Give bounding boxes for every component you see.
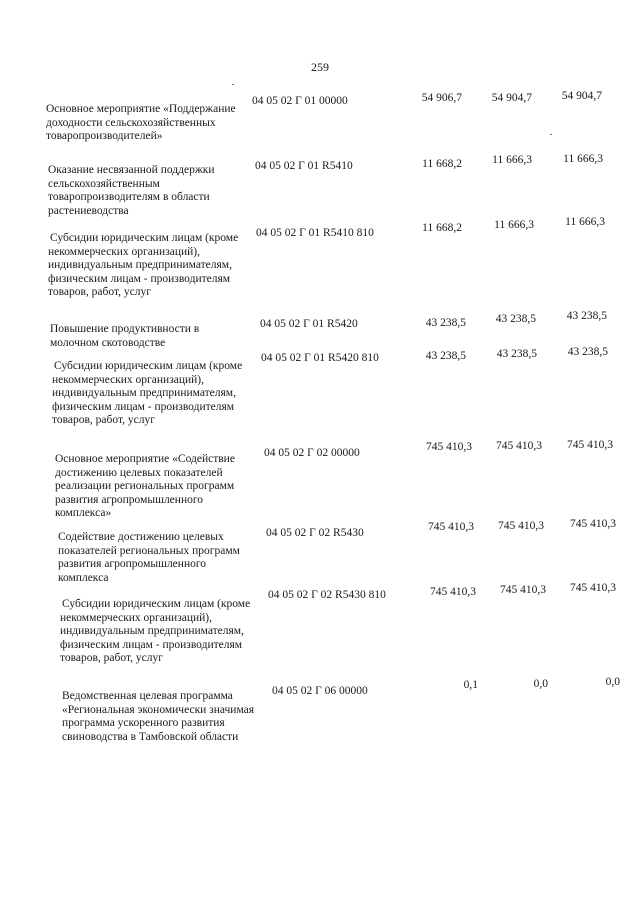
row-value-1: 745 410,3 <box>426 441 472 453</box>
row-value-3: 0,0 <box>605 676 620 688</box>
row-name: Субсидии юридическим лицам (кроме некоммерческих организаций), индивидуальным предпринимателям, физическим лицам - производителям товаров, работ, услуг <box>48 232 239 299</box>
row-code: 04 05 02 Г 02 R5430 810 <box>268 589 386 601</box>
row-code: 04 05 02 Г 02 00000 <box>264 447 360 459</box>
row-name: Ведомственная целевая программа «Региональная экономически значимая программа ускоренного развития свиноводства в Тамбовской области <box>62 690 255 743</box>
row-code: 04 05 02 Г 01 R5420 <box>260 318 358 330</box>
row-code: 04 05 02 Г 01 R5410 <box>255 160 353 172</box>
scan-speck <box>550 134 552 135</box>
row-value-2: 54 904,7 <box>491 92 532 104</box>
row-name: Субсидии юридическим лицам (кроме некоммерческих организаций), индивидуальным предпринимателям, физическим лицам - производителям товаров, работ, услуг <box>60 598 251 665</box>
page-number: 259 <box>311 60 329 74</box>
row-value-1: 54 906,7 <box>421 92 462 104</box>
row-name: Повышение продуктивности в молочном скотоводстве <box>50 323 200 349</box>
row-value-3: 11 666,3 <box>565 216 605 228</box>
row-value-2: 0,0 <box>533 678 548 690</box>
row-code: 04 05 02 Г 06 00000 <box>272 685 368 697</box>
row-value-2: 11 666,3 <box>494 219 534 231</box>
row-value-3: 11 666,3 <box>563 153 603 165</box>
row-value-1: 745 410,3 <box>430 586 476 598</box>
row-code: 04 05 02 Г 01 R5420 810 <box>261 352 379 364</box>
row-value-1: 43 238,5 <box>425 317 466 329</box>
row-value-2: 745 410,3 <box>496 440 542 452</box>
row-value-2: 43 238,5 <box>495 313 536 325</box>
row-value-3: 43 238,5 <box>566 310 607 322</box>
row-name: Субсидии юридическим лицам (кроме некоммерческих организаций), индивидуальным предпринимателям, физическим лицам - производителям товаров, работ, услуг <box>52 360 243 427</box>
row-code: 04 05 02 Г 01 00000 <box>252 95 348 107</box>
row-value-1: 745 410,3 <box>428 521 474 533</box>
row-value-3: 43 238,5 <box>567 346 608 358</box>
row-code: 04 05 02 Г 02 R5430 <box>266 527 364 539</box>
row-name: Основное мероприятие «Содействие достижению целевых показателей реализации региональных программ развития агропромышленного комплекса» <box>55 453 235 520</box>
row-value-2: 745 410,3 <box>500 584 546 596</box>
row-value-3: 745 410,3 <box>567 439 613 451</box>
row-value-2: 43 238,5 <box>496 348 537 360</box>
row-name: Оказание несвязанной поддержки сельскохозяйственным товаропроизводителям в области растениеводства <box>48 164 215 217</box>
row-value-3: 54 904,7 <box>561 90 602 102</box>
row-value-1: 43 238,5 <box>425 350 466 362</box>
row-name: Основное мероприятие «Поддержание доходности сельскохозяйственных товаропроизводителей» <box>46 103 236 143</box>
row-code: 04 05 02 Г 01 R5410 810 <box>256 227 374 239</box>
row-value-3: 745 410,3 <box>570 518 616 530</box>
row-value-2: 11 666,3 <box>492 154 532 166</box>
row-value-1: 0,1 <box>463 679 478 691</box>
row-value-3: 745 410,3 <box>570 582 616 594</box>
row-value-2: 745 410,3 <box>498 520 544 532</box>
row-name: Содействие достижению целевых показателей региональных программ развития агропромышленного комплекса <box>58 531 240 584</box>
scan-speck <box>232 84 234 85</box>
row-value-1: 11 668,2 <box>422 222 462 234</box>
row-value-1: 11 668,2 <box>422 158 462 170</box>
